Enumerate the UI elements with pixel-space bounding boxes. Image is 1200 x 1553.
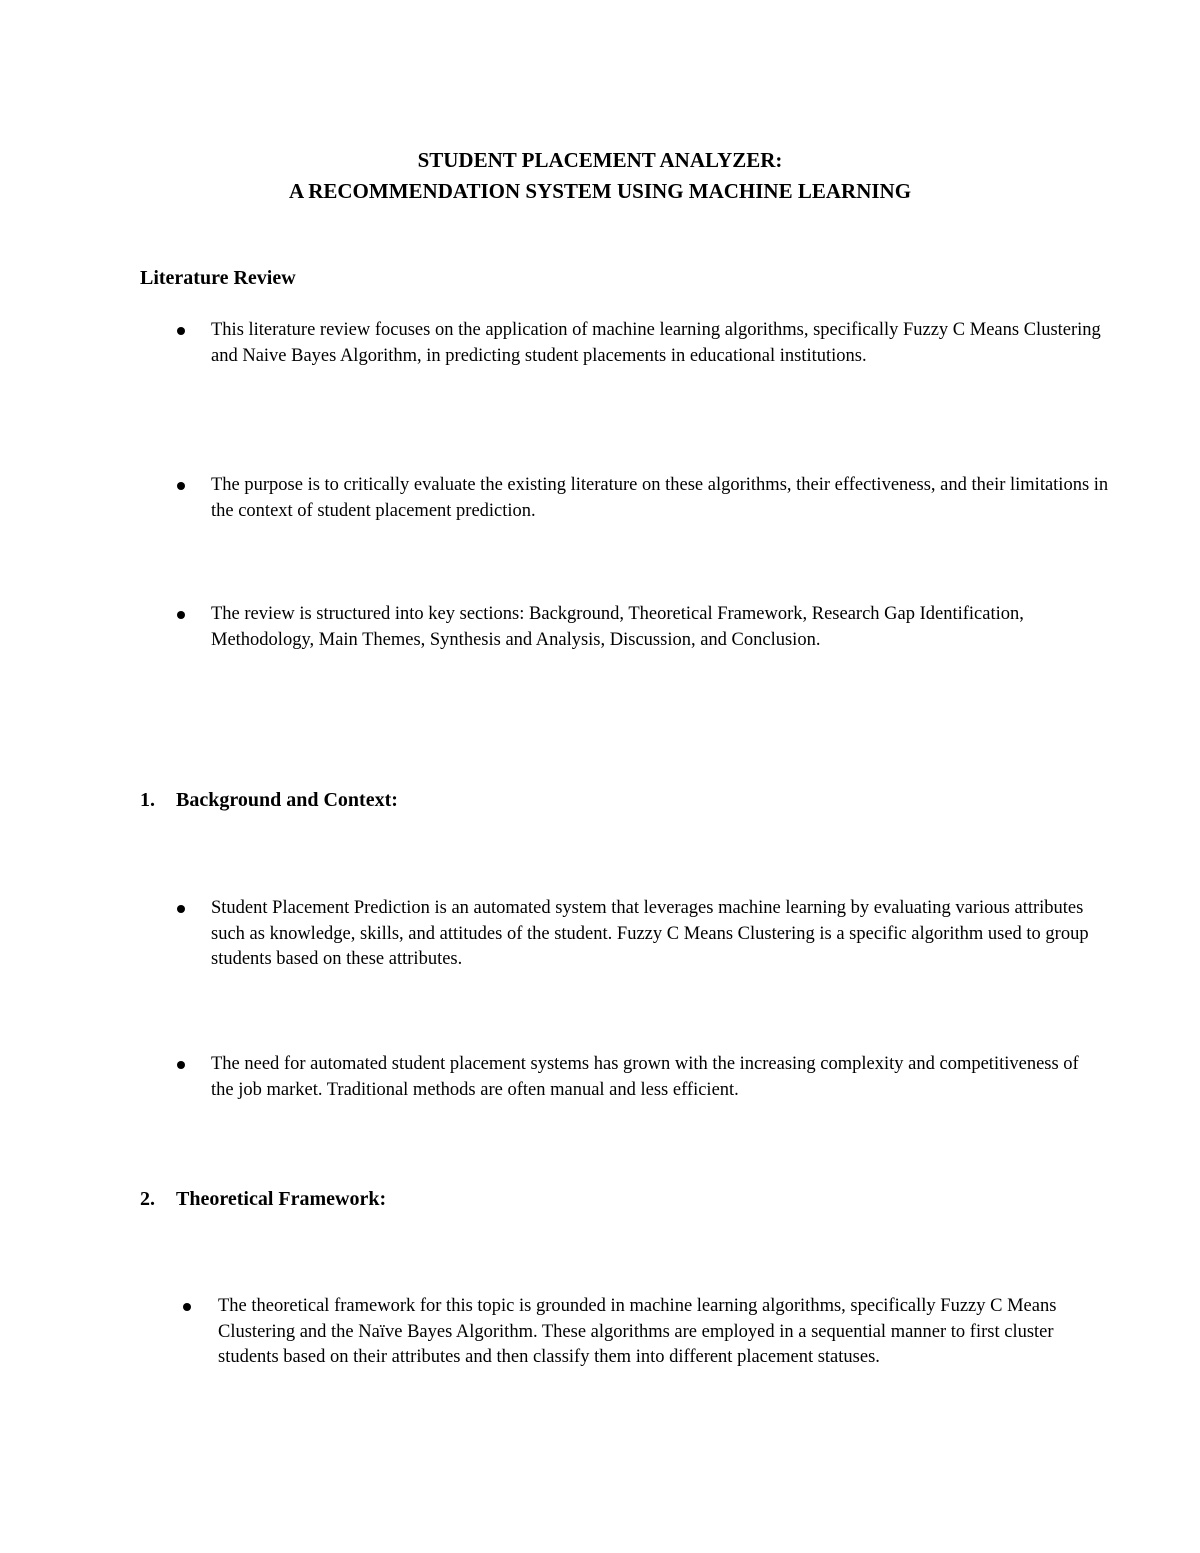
section-number: 1. <box>140 789 155 811</box>
bullet-icon <box>177 1061 185 1069</box>
bullet-icon <box>177 327 185 335</box>
list-item-text: Student Placement Prediction is an automated system that leverages machine learning by evaluating various attributes such as knowledge, skills, and attitudes of the student. Fuzzy C Means Clustering is a specific algorithm used to group students based on these attributes. <box>211 898 1089 969</box>
section-title: Theoretical Framework: <box>176 1188 387 1210</box>
list-item-text: This literature review focuses on the application of machine learning algorithms, specifically Fuzzy C Means Clustering and Naive Bayes Algorithm, in predicting student placements in educational institutions. <box>211 320 1101 366</box>
section-number: 2. <box>140 1188 155 1210</box>
list-item-text: The purpose is to critically evaluate the existing literature on these algorithms, their effectiveness, and their limitations in the context of student placement prediction. <box>211 475 1109 521</box>
section-title: Background and Context: <box>176 789 398 811</box>
section-heading-theoretical-framework <box>140 1186 386 1212</box>
list-item-text: The review is structured into key sections: Background, Theoretical Framework, Research Gap Identification, Methodology, Main Themes, Synthesis and Analysis, Discussion, and Conclusion. <box>211 604 1024 650</box>
document-title-line-2: A RECOMMENDATION SYSTEM USING MACHINE LEARNING <box>288 179 912 203</box>
bullet-icon <box>177 611 185 619</box>
bullet-icon <box>177 482 185 490</box>
list-item-text: The theoretical framework for this topic is grounded in machine learning algorithms, specifically Fuzzy C Means Clustering and the Naïve Bayes Algorithm. These algorithms are employed in a sequential manner to first cluster students based on their attributes and then classify them into different placement statuses. <box>218 1296 1057 1367</box>
bullet-icon <box>183 1303 191 1311</box>
literature-review-heading: Literature Review <box>140 267 296 289</box>
bullet-icon <box>177 905 185 913</box>
section-heading-background <box>140 787 398 813</box>
document-title-line-1: STUDENT PLACEMENT ANALYZER: <box>417 148 783 172</box>
list-item-text: The need for automated student placement systems has grown with the increasing complexity and competitiveness of the job market. Traditional methods are often manual and less efficient. <box>211 1054 1079 1100</box>
